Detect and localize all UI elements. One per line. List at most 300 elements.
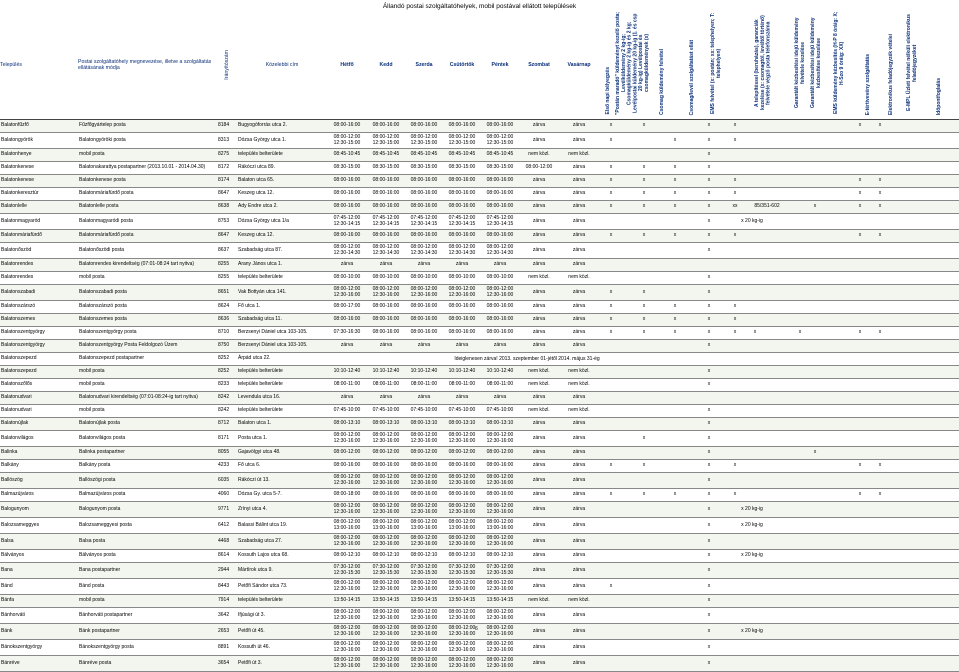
table-row xyxy=(0,502,959,518)
cell-szombat: zárva xyxy=(532,394,546,401)
cell-szombat: zárva xyxy=(532,329,546,336)
cell-szombat: zárva xyxy=(532,611,546,618)
cell-szerda: 08:45-10:45 xyxy=(410,151,438,158)
cell-service-flag: x xyxy=(707,552,711,559)
cell-iranyitoszam: 8252 xyxy=(218,355,230,362)
header-label: Csomag küldemény felvétel xyxy=(659,49,666,115)
cell-telepules: Balatonhenye xyxy=(1,151,32,158)
table-row xyxy=(0,201,959,214)
header-label: Garantált kézbesítési idejű küldemény kézbesítése kezelése xyxy=(810,17,822,109)
cell-pentek: 08:45-10:45 xyxy=(486,151,514,158)
cell-service-flag: x xyxy=(707,151,711,158)
cell-pentek: 08:00-12:00 xyxy=(486,449,514,456)
cell-csutortok: 08:00-12:00 xyxy=(448,449,476,456)
cell-iranyitoszam: 8891 xyxy=(218,643,230,650)
cell-telepules: Ballószög xyxy=(1,476,23,483)
cell-szerda: 08:00-12:00 xyxy=(410,449,438,456)
header-label: Péntek xyxy=(491,61,509,68)
cell-service-flag: x xyxy=(707,476,711,483)
cell-szolgaltatohely: Balatonőszödi posta xyxy=(79,246,125,253)
cell-kedd: 08:00-12:00 12:30-16:00 xyxy=(372,431,400,444)
cell-szombat: zárva xyxy=(532,420,546,427)
cell-vasarnap: zárva xyxy=(572,505,586,512)
cell-szombat: zárva xyxy=(532,566,546,573)
cell-hetfo: 08:00-13:10 xyxy=(333,420,361,427)
cell-iranyitoszam: 8443 xyxy=(218,582,230,589)
table-row xyxy=(0,259,959,272)
table-row xyxy=(0,353,959,366)
cell-cim: Szabadság utca 11. xyxy=(238,316,282,323)
cell-szerda: 08:00-16:00 xyxy=(410,190,438,197)
cell-service-flag: x xyxy=(707,597,711,604)
cell-iranyitoszam: 2653 xyxy=(218,627,230,634)
header-service-col-5 xyxy=(700,10,734,119)
cell-vasarnap: zárva xyxy=(572,316,586,323)
cell-csutortok: 08:00-16:00 xyxy=(448,316,476,323)
cell-vasarnap: zárva xyxy=(572,434,586,441)
cell-szolgaltatohely: Balogunyom posta xyxy=(79,505,121,512)
cell-csutortok: 08:00-16:00 xyxy=(448,190,476,197)
cell-hetfo: 08:00-16:00 xyxy=(333,177,361,184)
cell-iranyitoszam: 8313 xyxy=(218,136,230,143)
cell-szerda: 08:00-12:00 12:30-16:00 xyxy=(410,579,438,592)
cell-csutortok: 08:00-16:00 xyxy=(448,122,476,129)
cell-vasarnap: zárva xyxy=(572,394,586,401)
header-service-col-2 xyxy=(614,10,650,119)
cell-service-flag: x xyxy=(707,582,711,589)
cell-service-flag: x xyxy=(673,190,677,197)
cell-hetfo: 08:00-12:00 12:30-16:00 xyxy=(333,608,361,621)
cell-cim: Kossuth Lajos utca 68. xyxy=(238,552,289,559)
cell-service-flag: x 20 kg-ig xyxy=(741,505,763,512)
header-label: Postai szolgáltatóhely megnevezése, illetve a szolgáltatás ellátásának módja xyxy=(78,58,212,71)
header-label: Szombat xyxy=(528,61,550,68)
cell-kedd: 08:00-12:00 12:30-16:00 xyxy=(372,624,400,637)
cell-hetfo: 08:00-12:00 xyxy=(333,449,361,456)
cell-hetfo: 08:00-16:00 xyxy=(333,122,361,129)
cell-szombat: zárva xyxy=(532,491,546,498)
header-label: Kedd xyxy=(379,61,393,68)
cell-csutortok: 08:00-13:10 xyxy=(448,420,476,427)
cell-service-flag: x xyxy=(609,462,613,469)
header-service-col-11 xyxy=(881,10,903,119)
cell-service-flag: x xyxy=(858,491,862,498)
cell-service-flag: x xyxy=(707,288,711,295)
header-label: E-MPL Üzleti felvétel nélküli elektronikus feladójegyzéket xyxy=(906,14,918,112)
cell-cim: Keszeg utca 12. xyxy=(238,190,274,197)
cell-hetfo: 08:00-12:00 12:30-16:00 xyxy=(333,502,361,515)
cell-service-flag: x xyxy=(609,316,613,323)
cell-service-flag: x xyxy=(707,329,711,336)
cell-service-flag: x xyxy=(642,190,646,197)
cell-szolgaltatohely: Balatonkenese posta xyxy=(79,177,126,184)
cell-iranyitoszam: 6035 xyxy=(218,476,230,483)
cell-iranyitoszam: 8172 xyxy=(218,164,230,171)
cell-iranyitoszam: 8184 xyxy=(218,122,230,129)
cell-szombat: zárva xyxy=(532,246,546,253)
cell-telepules: Bánréve xyxy=(1,659,20,666)
cell-service-flag: x xyxy=(673,232,677,239)
cell-pentek: zárva xyxy=(493,394,507,401)
cell-kedd: zárva xyxy=(379,394,393,401)
cell-service-flag: x 20 kg-ig xyxy=(741,217,763,224)
cell-szombat: zárva xyxy=(532,342,546,349)
cell-service-flag: 85/351-602 xyxy=(754,203,780,210)
post-office-table xyxy=(0,10,959,672)
cell-szerda: 08:00-12:00 12:30-16:00 xyxy=(410,656,438,669)
cell-service-flag: x xyxy=(733,329,737,336)
cell-hetfo: 08:00-12:00 12:30-16:00 xyxy=(333,534,361,547)
cell-szerda: 08:00-12:00 12:30-16:00 xyxy=(410,624,438,637)
cell-service-flag: x xyxy=(707,491,711,498)
cell-cim: Berzsenyi Dániel utca 103-105. xyxy=(238,329,308,336)
cell-cim: Bugyogóforrás utca 2. xyxy=(238,122,287,129)
cell-iranyitoszam: 2944 xyxy=(218,566,230,573)
table-row xyxy=(0,243,959,259)
cell-telepules: Balatonszepezd xyxy=(1,368,37,375)
cell-szombat: zárva xyxy=(532,177,546,184)
cell-kedd: 08:00-10:00 xyxy=(372,274,400,281)
table-row xyxy=(0,285,959,301)
cell-vasarnap: nem közl. xyxy=(568,381,590,388)
cell-szombat: zárva xyxy=(532,627,546,634)
cell-cim: Keszeg utca 12. xyxy=(238,232,274,239)
cell-vasarnap: zárva xyxy=(572,232,586,239)
cell-kedd: 08:00-12:00 12:30-14:30 xyxy=(372,243,400,256)
cell-szerda: 07:45-10:00 xyxy=(410,407,438,414)
cell-kedd: 08:00-12:00 12:30-16:00 xyxy=(372,640,400,653)
cell-telepules: Bánfa xyxy=(1,597,15,604)
cell-iranyitoszam: 4233 xyxy=(218,462,230,469)
cell-csutortok: 08:00-12:00 12:30-14:30 xyxy=(448,243,476,256)
cell-kedd: 08:00-12:00 12:30-16:00 xyxy=(372,502,400,515)
cell-iranyitoszam: 6412 xyxy=(218,521,230,528)
cell-iranyitoszam: 8710 xyxy=(218,329,230,336)
cell-cim: Szabadság utca 27. xyxy=(238,537,283,544)
cell-szombat: nem közl. xyxy=(528,597,550,604)
cell-szolgaltatohely: Bánokszentgyörgy posta xyxy=(79,643,134,650)
table-row xyxy=(0,133,959,149)
cell-telepules: Balatonudvari xyxy=(1,407,32,414)
cell-service-flag: x xyxy=(609,491,613,498)
cell-telepules: Bálványos xyxy=(1,552,25,559)
cell-szolgaltatohely: Balkány posta xyxy=(79,462,111,469)
cell-szombat: zárva xyxy=(532,659,546,666)
cell-service-flag: x xyxy=(878,462,882,469)
cell-cim: Dózsa György utca 1. xyxy=(238,136,287,143)
cell-szolgaltatohely: mobil posta xyxy=(79,407,105,414)
cell-service-flag: x xyxy=(878,203,882,210)
cell-pentek: 08:00-12:00 12:30-15:00 xyxy=(486,133,514,146)
cell-telepules: Bánk xyxy=(1,627,13,634)
cell-szolgaltatohely: mobil posta xyxy=(79,597,105,604)
cell-telepules: Balsa xyxy=(1,537,14,544)
cell-csutortok: 08:00-12:00 12:30-16:00 xyxy=(448,502,476,515)
cell-service-flag: x xyxy=(733,303,737,310)
cell-szombat: zárva xyxy=(532,232,546,239)
cell-service-flag: x xyxy=(642,303,646,310)
cell-telepules: Balatonszárszó xyxy=(1,303,36,310)
cell-hetfo: 08:00-16:00 xyxy=(333,203,361,210)
cell-service-flag: x xyxy=(642,316,646,323)
cell-hetfo: 08:00-12:10 xyxy=(333,552,361,559)
cell-telepules: Balatonszőlős xyxy=(1,381,33,388)
cell-cim: település belterülete xyxy=(238,151,283,158)
cell-szerda: 08:00-12:00 12:30-16:00 xyxy=(410,608,438,621)
cell-telepules: Balozsameggyes xyxy=(1,521,40,528)
cell-service-flag: x xyxy=(642,288,646,295)
cell-hetfo: 07:30-12:00 12:30-15:30 xyxy=(333,563,361,576)
cell-vasarnap: zárva xyxy=(572,261,586,268)
cell-kedd: 08:00-16:00 xyxy=(372,177,400,184)
cell-szerda: zárva xyxy=(417,342,431,349)
cell-pentek: 08:00-16:00 xyxy=(486,462,514,469)
header-label: Garantált kézbesítési idejű küldemény felvétele kezelése xyxy=(794,17,806,109)
cell-kedd: 08:00-12:10 xyxy=(372,552,400,559)
table-row xyxy=(0,272,959,285)
cell-vasarnap: zárva xyxy=(572,552,586,559)
cell-kedd: 10:10-12:40 xyxy=(372,368,400,375)
cell-iranyitoszam: 8651 xyxy=(218,288,230,295)
cell-vasarnap: zárva xyxy=(572,203,586,210)
cell-service-flag: x xyxy=(707,659,711,666)
cell-hetfo: 07:30-16:30 xyxy=(333,329,361,336)
header-szolgaltatohely xyxy=(78,10,217,119)
cell-cim: Rákóczi út 13. xyxy=(238,476,270,483)
cell-kedd: 08:00-12:00 12:30-16:00 xyxy=(372,473,400,486)
cell-service-flag: x xyxy=(858,203,862,210)
cell-telepules: Balmazújváros xyxy=(1,491,34,498)
cell-kedd: 08:00-16:00 xyxy=(372,203,400,210)
cell-csutortok: zárva xyxy=(455,261,469,268)
cell-vasarnap: zárva xyxy=(572,566,586,573)
cell-service-flag: x xyxy=(642,434,646,441)
header-service-col-10 xyxy=(857,10,881,119)
cell-service-flag: x 20 kg-ig xyxy=(741,627,763,634)
cell-csutortok: 08:45-10:45 xyxy=(448,151,476,158)
cell-kedd: 08:00-16:00 xyxy=(372,462,400,469)
cell-hetfo: 07:45-12:00 12:30-14:15 xyxy=(333,214,361,227)
cell-csutortok: zárva xyxy=(455,342,469,349)
cell-hetfo: zárva xyxy=(340,394,354,401)
cell-telepules: Balinka xyxy=(1,449,18,456)
cell-szolgaltatohely: Balatonszabadi posta xyxy=(79,288,127,295)
cell-cim: Dózsa György utca 1/a xyxy=(238,217,289,224)
table-row xyxy=(0,230,959,243)
cell-iranyitoszam: 3642 xyxy=(218,611,230,618)
cell-vasarnap: zárva xyxy=(572,164,586,171)
cell-hetfo: 10:10-12:40 xyxy=(333,368,361,375)
cell-vasarnap: zárva xyxy=(572,643,586,650)
cell-szerda: 08:00-12:00 12:30-16:00 xyxy=(410,285,438,298)
cell-vasarnap: nem közl. xyxy=(568,151,590,158)
cell-kedd: 08:00-16:00 xyxy=(372,232,400,239)
cell-cim: Petőfi út 3. xyxy=(238,659,262,666)
cell-service-flag: x xyxy=(878,177,882,184)
cell-cim: Petőfi Sándor utca 73. xyxy=(238,582,288,589)
cell-szolgaltatohely: mobil posta xyxy=(79,381,105,388)
cell-szombat: zárva xyxy=(532,582,546,589)
cell-csutortok: zárva xyxy=(455,394,469,401)
cell-szerda: 08:00-12:00 12:30-16:00 xyxy=(410,473,438,486)
cell-cim: Zrínyi utca 4. xyxy=(238,505,267,512)
cell-service-flag: x xyxy=(733,136,737,143)
cell-telepules: Balatonkenese xyxy=(1,177,35,184)
table-row xyxy=(0,327,959,340)
cell-service-flag: x xyxy=(642,491,646,498)
cell-hetfo: 08:00-16:00 xyxy=(333,462,361,469)
cell-szombat: zárva xyxy=(532,303,546,310)
cell-service-flag: x xyxy=(858,329,862,336)
cell-csutortok: 08:00-16:00 xyxy=(448,232,476,239)
cell-szombat: zárva xyxy=(532,217,546,224)
cell-kedd: 08:00-12:00 12:30-16:00 xyxy=(372,534,400,547)
cell-kedd: 08:00-16:00 xyxy=(372,329,400,336)
header-label: Település xyxy=(0,61,22,68)
cell-hetfo: 08:00-12:00 12:30-16:00 xyxy=(333,579,361,592)
cell-iranyitoszam: 3654 xyxy=(218,659,230,666)
cell-pentek: 08:00-12:00 13:00-16:00 xyxy=(486,518,514,531)
cell-cim: Szabadság utca 87. xyxy=(238,246,283,253)
cell-service-flag: x xyxy=(707,368,711,375)
cell-kedd: 08:00-16:00 xyxy=(372,303,400,310)
cell-cim: település belterülete xyxy=(238,597,283,604)
cell-service-flag: x xyxy=(733,462,737,469)
cell-csutortok: 08:00-12:00 12:30-16:00 xyxy=(448,431,476,444)
table-row xyxy=(0,489,959,502)
cell-service-flag: x xyxy=(878,491,882,498)
cell-iranyitoszam: 8252 xyxy=(218,368,230,375)
cell-csutortok: 08:00-12:10 xyxy=(448,552,476,559)
cell-iranyitoszam: 8255 xyxy=(218,274,230,281)
cell-cim: Rákóczi utca 89. xyxy=(238,164,275,171)
cell-vasarnap: zárva xyxy=(572,136,586,143)
cell-hetfo: 08:00-18:00 xyxy=(333,491,361,498)
cell-szolgaltatohely: Bálványos posta xyxy=(79,552,116,559)
cell-szolgaltatohely: Balinka postapartner xyxy=(79,449,125,456)
cell-cim: Dózsa Gy. utca 5-7. xyxy=(238,491,282,498)
cell-szerda: 08:00-16:00 xyxy=(410,177,438,184)
cell-iranyitoszam: 8647 xyxy=(218,232,230,239)
table-row xyxy=(0,366,959,379)
table-row xyxy=(0,418,959,431)
cell-szombat: zárva xyxy=(532,552,546,559)
cell-csutortok: 08:00-16:00 xyxy=(448,303,476,310)
cell-service-flag: x xyxy=(707,316,711,323)
cell-iranyitoszam: 8275 xyxy=(218,151,230,158)
cell-szerda: 08:00-13:10 xyxy=(410,420,438,427)
cell-pentek: 08:00-16:00 xyxy=(486,303,514,310)
cell-telepules: Balatonrendes xyxy=(1,261,34,268)
cell-csutortok: 08:00-16:00 xyxy=(448,329,476,336)
cell-szombat: zárva xyxy=(532,203,546,210)
cell-szerda: 08:00-12:00 12:30-16:00 xyxy=(410,431,438,444)
cell-telepules: Balatonkeresztúr xyxy=(1,190,39,197)
cell-service-flag: x xyxy=(707,611,711,618)
cell-service-flag: x xyxy=(798,329,802,336)
cell-telepules: Balatonmáriafürdő xyxy=(1,232,42,239)
cell-szombat: zárva xyxy=(532,521,546,528)
cell-szombat: nem közl. xyxy=(528,274,550,281)
cell-szolgaltatohely: Bánréve posta xyxy=(79,659,112,666)
cell-pentek: 07:45-12:00 12:30-14:15 xyxy=(486,214,514,227)
cell-pentek: 08:00-12:00 12:30-16:00 xyxy=(486,656,514,669)
cell-kedd: 08:00-12:00 12:30-16:00 xyxy=(372,285,400,298)
header-label: Hétfő xyxy=(340,61,354,68)
cell-pentek: zárva xyxy=(493,342,507,349)
cell-cim: Árpád utca 22. xyxy=(238,355,271,362)
cell-service-flag: x xyxy=(609,203,613,210)
cell-cim: Petőfi út 45. xyxy=(238,627,265,634)
cell-telepules: Balatonújlak xyxy=(1,420,29,427)
table-row xyxy=(0,431,959,447)
cell-iranyitoszam: 8638 xyxy=(218,203,230,210)
cell-hetfo: 08:00-12:00 12:30-16:00 xyxy=(333,624,361,637)
cell-vasarnap: zárva xyxy=(572,449,586,456)
cell-kedd: zárva xyxy=(379,261,393,268)
cell-vasarnap: zárva xyxy=(572,462,586,469)
cell-cim: település belterülete xyxy=(238,368,283,375)
cell-kedd: 08:00-11:00 xyxy=(372,381,400,388)
cell-service-flag: x xyxy=(609,122,613,129)
cell-csutortok: 08:00-12:00 12:30-16:00 xyxy=(448,285,476,298)
cell-service-flag: x xyxy=(813,203,817,210)
cell-szolgaltatohely: Balatonmáriafürdő posta xyxy=(79,232,134,239)
cell-szerda: 08:00-11:00 xyxy=(410,381,438,388)
cell-telepules: Balatongyörök xyxy=(1,136,33,143)
cell-szerda: zárva xyxy=(417,394,431,401)
header-szerda xyxy=(405,10,443,119)
cell-telepules: Bana xyxy=(1,566,13,573)
cell-pentek: 08:00-12:00 12:30-16:00 xyxy=(486,579,514,592)
cell-szolgaltatohely: Balozsameggyesi posta xyxy=(79,521,132,528)
cell-service-flag: x xyxy=(707,643,711,650)
cell-vasarnap: zárva xyxy=(572,246,586,253)
header-vasarnap xyxy=(559,10,599,119)
header-csutortok xyxy=(443,10,481,119)
cell-iranyitoszam: 4060 xyxy=(218,491,230,498)
cell-telepules: Bánd xyxy=(1,582,13,589)
cell-service-flag: x xyxy=(707,381,711,388)
cell-szolgaltatohely: Balatonrendes kirendeltség (07:01-08:24 tart nyitva) xyxy=(79,261,195,268)
cell-csutortok: 08:00-10:00 xyxy=(448,274,476,281)
cell-pentek: 08:00-16:00 xyxy=(486,177,514,184)
cell-szerda: 08:00-12:00 12:30-14:30 xyxy=(410,243,438,256)
header-service-col-13 xyxy=(923,10,957,119)
cell-csutortok: 08:00-12:00 12:30-15:00 xyxy=(448,133,476,146)
cell-pentek: 08:00-12:00 12:30-16:00 xyxy=(486,502,514,515)
header-label: EMS felvétel (x: postán; xx: telephelyen; T: telephelyen) xyxy=(710,12,722,114)
cell-vasarnap: nem közl. xyxy=(568,274,590,281)
cell-pentek: 08:30-15:00 xyxy=(486,164,514,171)
cell-service-flag: x xyxy=(858,462,862,469)
cell-telepules: Balatonszentgyörgy xyxy=(1,342,45,349)
table-row xyxy=(0,120,959,133)
cell-service-flag: x xyxy=(878,122,882,129)
cell-service-flag: x xyxy=(707,177,711,184)
cell-szerda: 08:00-12:10 xyxy=(410,552,438,559)
cell-telepules: Balatonfűzfő xyxy=(1,122,29,129)
cell-kedd: 08:00-13:10 xyxy=(372,420,400,427)
cell-pentek: 08:00-12:00 12:30-16:00 xyxy=(486,534,514,547)
cell-szombat: zárva xyxy=(532,643,546,650)
header-label: Közelebbi cím xyxy=(265,61,299,68)
cell-iranyitoszam: 8255 xyxy=(218,261,230,268)
table-row xyxy=(0,188,959,201)
cell-szolgaltatohely: Balatonmagyaródi posta xyxy=(79,217,133,224)
cell-szolgaltatohely: Bana postapartner xyxy=(79,566,121,573)
table-row xyxy=(0,534,959,550)
